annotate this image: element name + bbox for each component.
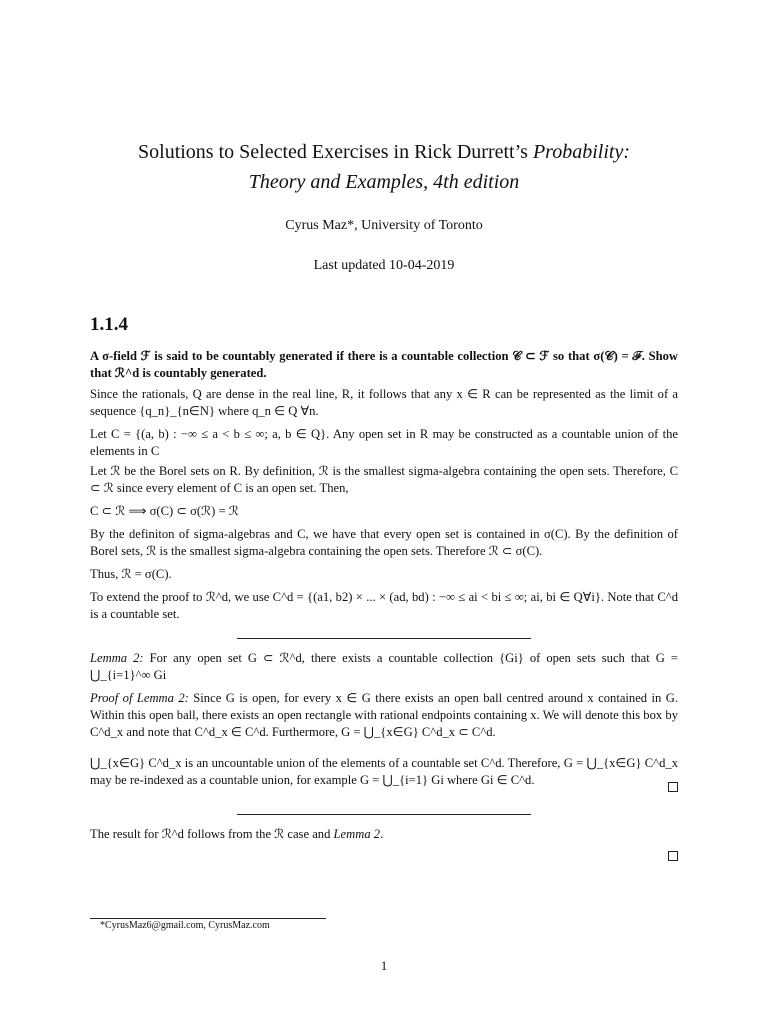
qed-box-lemma	[668, 782, 678, 792]
title-italic-2: Theory and Examples, 4th edition	[248, 171, 520, 193]
qed-box-final	[668, 851, 678, 861]
section-heading: 1.1.4	[90, 314, 128, 335]
paragraph-definition: By the definiton of sigma-algebras and C, we have that every open set is contained in σ(C). By the definition of Borel sets, ℛ is the smallest sigma-algebra containing the open sets. Therefore ℛ ⊂ σ(C).	[90, 527, 678, 558]
proof-label: Proof of Lemma 2:	[90, 691, 189, 705]
divider-bottom	[237, 814, 531, 815]
lemma-label: Lemma 2:	[90, 651, 144, 665]
document-title	[90, 137, 678, 197]
paragraph-let-c: Let C = {(a, b) : −∞ ≤ a < b ≤ ∞; a, b ∈ Q}. Any open set in R may be constructed as a countable union of the elements in C	[90, 427, 678, 458]
paragraph-rationals: Since the rationals, Q are dense in the real line, R, it follows that any x ∈ R can be represented as the limit of a sequence {q_n}_{n∈N} where q_n ∈ Q ∀n.	[90, 387, 678, 418]
author-line: Cyrus Maz*, University of Toronto	[285, 218, 483, 233]
page-number: 1	[380, 958, 388, 973]
footnote-contact: *CyrusMaz6@gmail.com, CyrusMaz.com	[100, 920, 270, 931]
paragraph-thus: Thus, ℛ = σ(C).	[90, 567, 172, 581]
paragraph-borel: Let ℛ be the Borel sets on R. By definition, ℛ is the smallest sigma-algebra containing the open sets. Therefore, C ⊂ ℛ since every element of C is an open set. Then,	[90, 464, 678, 495]
title-prefix: Solutions to Selected Exercises in Rick Durrett’s	[138, 141, 533, 163]
lemma-statement	[90, 650, 678, 684]
exercise-statement: A σ-field ℱ is said to be countably generated if there is a countable collection 𝒞 ⊂ ℱ so that σ(𝒞) = ℱ. Show that ℛ^d is countably generated.	[90, 349, 678, 380]
result-end: .	[380, 827, 384, 841]
result-text: The result for ℛ^d follows from the ℛ case and	[90, 827, 334, 841]
proof-text-1: Since G is open, for every x ∈ G there exists an open ball centred around x contained in G. Within this open ball, there exists an open rectangle with rational endpoints containing x. We will denote this box by C^d_x and note that C^d_x ∈ C^d. Furthermore, G = ⋃_{x∈G} C^d_x ⊂ C^d.	[90, 691, 678, 739]
paragraph-extend: To extend the proof to ℛ^d, we use C^d = {(a1, b2) × ... × (ad, bd) : −∞ ≤ ai < bi ≤ ∞; ai, bi ∈ Q∀i}. Note that C^d is a countable set.	[90, 590, 678, 621]
footnote-rule	[90, 918, 326, 919]
paragraph-inclusion: C ⊂ ℛ ⟹ σ(C) ⊂ σ(ℛ) = ℛ	[90, 504, 239, 518]
divider-top	[237, 638, 531, 639]
last-updated: Last updated 10-04-2019	[313, 258, 455, 273]
lemma-text: For any open set G ⊂ ℛ^d, there exists a countable collection {Gi} of open sets such that G = ⋃_{i=1}^∞ Gi	[90, 651, 678, 682]
proof-continuation: ⋃_{x∈G} C^d_x is an uncountable union of the elements of a countable set C^d. Therefore, G = ⋃_{x∈G} C^d_x may be re-indexed as a countable union, for example G = ⋃_{i=1} Gi where Gi ∈ C^d.	[90, 756, 678, 787]
result-lemma-ref: Lemma 2	[333, 827, 381, 841]
result-paragraph	[90, 826, 678, 843]
title-italic-1: Probability:	[532, 141, 630, 163]
lemma-proof	[90, 690, 678, 741]
